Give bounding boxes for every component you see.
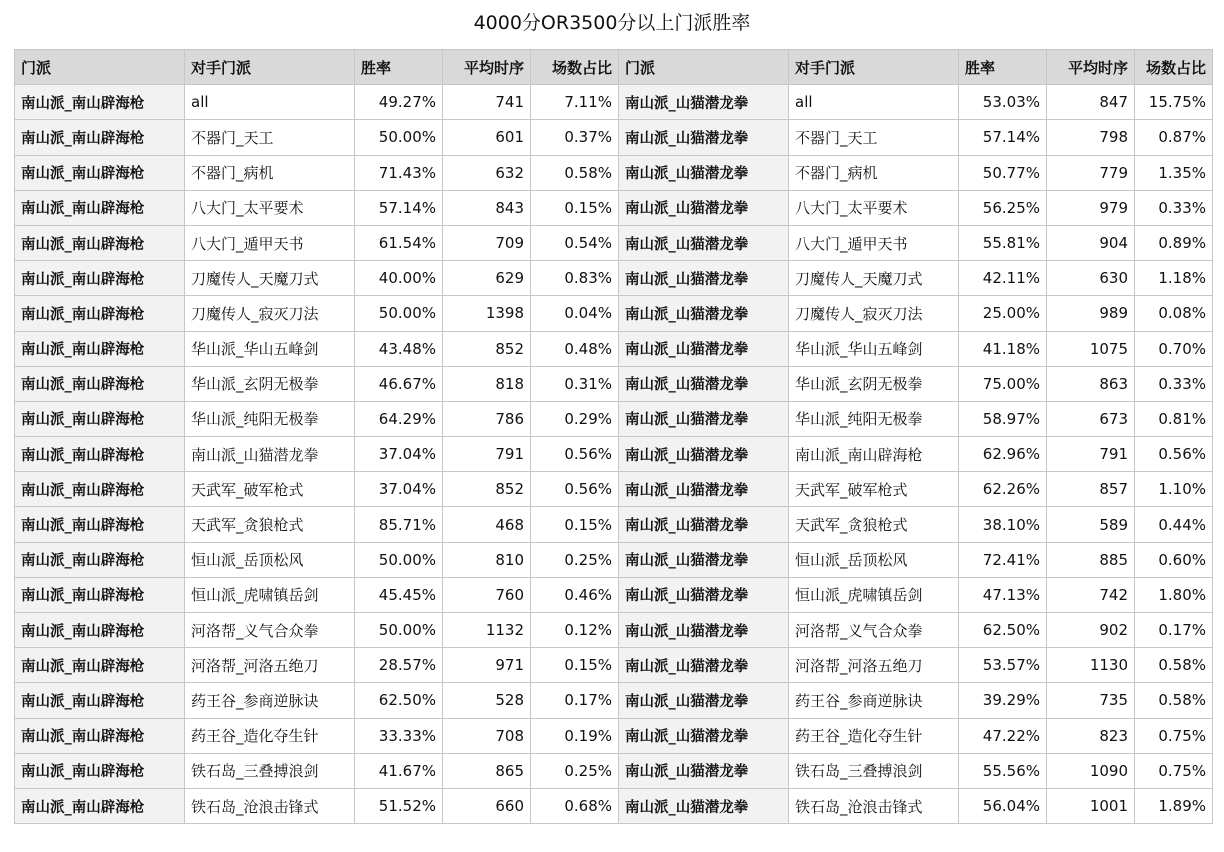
right-sect-cell: 南山派_山猫潜龙拳 xyxy=(619,788,789,823)
left-win-rate-cell: 50.00% xyxy=(355,296,443,331)
right-avg-time-cell: 1001 xyxy=(1047,788,1135,823)
table-row xyxy=(15,261,1213,296)
right-avg-time-cell: 979 xyxy=(1047,190,1135,225)
left-avg-time-cell: 708 xyxy=(443,718,531,753)
right-opponent-cell: 药王谷_造化夺生针 xyxy=(789,718,959,753)
right-share-cell: 0.89% xyxy=(1135,225,1213,260)
left-sect-cell: 南山派_南山辟海枪 xyxy=(15,507,185,542)
left-share-cell: 0.29% xyxy=(531,401,619,436)
left-share-cell: 0.25% xyxy=(531,542,619,577)
header-sect: 门派 xyxy=(619,50,789,85)
left-win-rate-cell: 37.04% xyxy=(355,437,443,472)
right-avg-time-cell: 779 xyxy=(1047,155,1135,190)
right-opponent-cell: 华山派_华山五峰剑 xyxy=(789,331,959,366)
left-avg-time-cell: 709 xyxy=(443,225,531,260)
left-avg-time-cell: 971 xyxy=(443,648,531,683)
left-opponent-cell: 八大门_遁甲天书 xyxy=(185,225,355,260)
left-win-rate-cell: 37.04% xyxy=(355,472,443,507)
left-sect-cell: 南山派_南山辟海枪 xyxy=(15,718,185,753)
right-win-rate-cell: 55.56% xyxy=(959,753,1047,788)
right-share-cell: 1.35% xyxy=(1135,155,1213,190)
left-avg-time-cell: 852 xyxy=(443,331,531,366)
right-share-cell: 0.81% xyxy=(1135,401,1213,436)
right-opponent-cell: 恒山派_虎啸镇岳剑 xyxy=(789,577,959,612)
right-avg-time-cell: 589 xyxy=(1047,507,1135,542)
table-row xyxy=(15,472,1213,507)
left-avg-time-cell: 528 xyxy=(443,683,531,718)
left-sect-cell: 南山派_南山辟海枪 xyxy=(15,472,185,507)
table-row xyxy=(15,753,1213,788)
right-share-cell: 1.18% xyxy=(1135,261,1213,296)
left-win-rate-cell: 49.27% xyxy=(355,85,443,120)
left-opponent-cell: 铁石岛_沧浪击锋式 xyxy=(185,788,355,823)
left-win-rate-cell: 50.00% xyxy=(355,542,443,577)
left-share-cell: 0.56% xyxy=(531,437,619,472)
right-win-rate-cell: 58.97% xyxy=(959,401,1047,436)
left-share-cell: 0.83% xyxy=(531,261,619,296)
right-sect-cell: 南山派_山猫潜龙拳 xyxy=(619,648,789,683)
right-share-cell: 0.44% xyxy=(1135,507,1213,542)
left-opponent-cell: 华山派_华山五峰剑 xyxy=(185,331,355,366)
left-avg-time-cell: 741 xyxy=(443,85,531,120)
right-avg-time-cell: 742 xyxy=(1047,577,1135,612)
left-share-cell: 0.15% xyxy=(531,190,619,225)
right-avg-time-cell: 902 xyxy=(1047,613,1135,648)
left-opponent-cell: 河洛帮_河洛五绝刀 xyxy=(185,648,355,683)
right-sect-cell: 南山派_山猫潜龙拳 xyxy=(619,613,789,648)
right-avg-time-cell: 1075 xyxy=(1047,331,1135,366)
left-share-cell: 0.48% xyxy=(531,331,619,366)
right-sect-cell: 南山派_山猫潜龙拳 xyxy=(619,472,789,507)
right-share-cell: 0.56% xyxy=(1135,437,1213,472)
left-share-cell: 0.12% xyxy=(531,613,619,648)
right-opponent-cell: 河洛帮_河洛五绝刀 xyxy=(789,648,959,683)
table-row xyxy=(15,331,1213,366)
right-win-rate-cell: 47.13% xyxy=(959,577,1047,612)
right-opponent-cell: 华山派_纯阳无极拳 xyxy=(789,401,959,436)
right-sect-cell: 南山派_山猫潜龙拳 xyxy=(619,261,789,296)
left-win-rate-cell: 51.52% xyxy=(355,788,443,823)
left-win-rate-cell: 85.71% xyxy=(355,507,443,542)
right-sect-cell: 南山派_山猫潜龙拳 xyxy=(619,155,789,190)
win-rate-table xyxy=(14,49,1213,824)
right-sect-cell: 南山派_山猫潜龙拳 xyxy=(619,753,789,788)
right-sect-cell: 南山派_山猫潜龙拳 xyxy=(619,718,789,753)
right-avg-time-cell: 823 xyxy=(1047,718,1135,753)
header-win-rate: 胜率 xyxy=(959,50,1047,85)
table-row xyxy=(15,225,1213,260)
right-avg-time-cell: 630 xyxy=(1047,261,1135,296)
left-opponent-cell: 河洛帮_义气合众拳 xyxy=(185,613,355,648)
left-avg-time-cell: 786 xyxy=(443,401,531,436)
table-row xyxy=(15,788,1213,823)
left-opponent-cell: 南山派_山猫潜龙拳 xyxy=(185,437,355,472)
left-win-rate-cell: 40.00% xyxy=(355,261,443,296)
left-win-rate-cell: 33.33% xyxy=(355,718,443,753)
table-row xyxy=(15,577,1213,612)
right-share-cell: 0.58% xyxy=(1135,648,1213,683)
right-share-cell: 0.75% xyxy=(1135,753,1213,788)
right-share-cell: 1.80% xyxy=(1135,577,1213,612)
left-avg-time-cell: 1398 xyxy=(443,296,531,331)
left-win-rate-cell: 45.45% xyxy=(355,577,443,612)
table-row xyxy=(15,296,1213,331)
right-sect-cell: 南山派_山猫潜龙拳 xyxy=(619,577,789,612)
right-share-cell: 0.33% xyxy=(1135,366,1213,401)
table-row xyxy=(15,542,1213,577)
left-avg-time-cell: 1132 xyxy=(443,613,531,648)
right-share-cell: 0.70% xyxy=(1135,331,1213,366)
left-opponent-cell: 天武军_破军枪式 xyxy=(185,472,355,507)
right-win-rate-cell: 57.14% xyxy=(959,120,1047,155)
left-avg-time-cell: 601 xyxy=(443,120,531,155)
right-win-rate-cell: 62.26% xyxy=(959,472,1047,507)
left-share-cell: 0.46% xyxy=(531,577,619,612)
left-share-cell: 0.54% xyxy=(531,225,619,260)
left-opponent-cell: 华山派_纯阳无极拳 xyxy=(185,401,355,436)
header-opponent: 对手门派 xyxy=(185,50,355,85)
left-sect-cell: 南山派_南山辟海枪 xyxy=(15,331,185,366)
right-opponent-cell: 不器门_天工 xyxy=(789,120,959,155)
right-share-cell: 0.33% xyxy=(1135,190,1213,225)
right-avg-time-cell: 904 xyxy=(1047,225,1135,260)
left-share-cell: 0.04% xyxy=(531,296,619,331)
right-win-rate-cell: 38.10% xyxy=(959,507,1047,542)
left-share-cell: 0.15% xyxy=(531,507,619,542)
left-avg-time-cell: 632 xyxy=(443,155,531,190)
header-avg-time: 平均时序 xyxy=(443,50,531,85)
left-avg-time-cell: 791 xyxy=(443,437,531,472)
left-opponent-cell: 华山派_玄阴无极拳 xyxy=(185,366,355,401)
right-opponent-cell: 不器门_病机 xyxy=(789,155,959,190)
right-win-rate-cell: 75.00% xyxy=(959,366,1047,401)
right-sect-cell: 南山派_山猫潜龙拳 xyxy=(619,683,789,718)
right-share-cell: 0.08% xyxy=(1135,296,1213,331)
table-row xyxy=(15,437,1213,472)
right-win-rate-cell: 53.03% xyxy=(959,85,1047,120)
right-avg-time-cell: 791 xyxy=(1047,437,1135,472)
left-sect-cell: 南山派_南山辟海枪 xyxy=(15,437,185,472)
table-row xyxy=(15,120,1213,155)
right-sect-cell: 南山派_山猫潜龙拳 xyxy=(619,296,789,331)
right-sect-cell: 南山派_山猫潜龙拳 xyxy=(619,190,789,225)
left-sect-cell: 南山派_南山辟海枪 xyxy=(15,683,185,718)
left-avg-time-cell: 760 xyxy=(443,577,531,612)
right-share-cell: 0.58% xyxy=(1135,683,1213,718)
left-opponent-cell: all xyxy=(185,85,355,120)
right-sect-cell: 南山派_山猫潜龙拳 xyxy=(619,507,789,542)
left-win-rate-cell: 64.29% xyxy=(355,401,443,436)
left-share-cell: 0.31% xyxy=(531,366,619,401)
left-share-cell: 7.11% xyxy=(531,85,619,120)
right-sect-cell: 南山派_山猫潜龙拳 xyxy=(619,225,789,260)
left-win-rate-cell: 71.43% xyxy=(355,155,443,190)
right-opponent-cell: 铁石岛_沧浪击锋式 xyxy=(789,788,959,823)
right-opponent-cell: 天武军_贪狼枪式 xyxy=(789,507,959,542)
page-title: 4000分OR3500分以上门派胜率 xyxy=(473,12,751,34)
left-win-rate-cell: 57.14% xyxy=(355,190,443,225)
right-sect-cell: 南山派_山猫潜龙拳 xyxy=(619,401,789,436)
left-win-rate-cell: 43.48% xyxy=(355,331,443,366)
left-opponent-cell: 天武军_贪狼枪式 xyxy=(185,507,355,542)
right-opponent-cell: 河洛帮_义气合众拳 xyxy=(789,613,959,648)
right-avg-time-cell: 885 xyxy=(1047,542,1135,577)
table-row xyxy=(15,648,1213,683)
right-opponent-cell: 天武军_破军枪式 xyxy=(789,472,959,507)
right-opponent-cell: 铁石岛_三叠搏浪剑 xyxy=(789,753,959,788)
right-win-rate-cell: 72.41% xyxy=(959,542,1047,577)
right-opponent-cell: 药王谷_参商逆脉诀 xyxy=(789,683,959,718)
right-share-cell: 0.17% xyxy=(1135,613,1213,648)
left-sect-cell: 南山派_南山辟海枪 xyxy=(15,753,185,788)
header-opponent: 对手门派 xyxy=(789,50,959,85)
table-row xyxy=(15,683,1213,718)
right-avg-time-cell: 673 xyxy=(1047,401,1135,436)
left-share-cell: 0.17% xyxy=(531,683,619,718)
right-opponent-cell: all xyxy=(789,85,959,120)
left-avg-time-cell: 852 xyxy=(443,472,531,507)
left-share-cell: 0.56% xyxy=(531,472,619,507)
left-sect-cell: 南山派_南山辟海枪 xyxy=(15,788,185,823)
table-row xyxy=(15,155,1213,190)
right-share-cell: 1.10% xyxy=(1135,472,1213,507)
left-win-rate-cell: 50.00% xyxy=(355,120,443,155)
header-row xyxy=(15,50,1213,85)
right-win-rate-cell: 62.96% xyxy=(959,437,1047,472)
right-avg-time-cell: 798 xyxy=(1047,120,1135,155)
right-avg-time-cell: 863 xyxy=(1047,366,1135,401)
left-avg-time-cell: 810 xyxy=(443,542,531,577)
left-avg-time-cell: 843 xyxy=(443,190,531,225)
right-avg-time-cell: 1130 xyxy=(1047,648,1135,683)
table-row xyxy=(15,507,1213,542)
left-sect-cell: 南山派_南山辟海枪 xyxy=(15,225,185,260)
left-sect-cell: 南山派_南山辟海枪 xyxy=(15,542,185,577)
right-win-rate-cell: 53.57% xyxy=(959,648,1047,683)
right-sect-cell: 南山派_山猫潜龙拳 xyxy=(619,437,789,472)
header-sect: 门派 xyxy=(15,50,185,85)
right-win-rate-cell: 39.29% xyxy=(959,683,1047,718)
right-win-rate-cell: 62.50% xyxy=(959,613,1047,648)
right-win-rate-cell: 25.00% xyxy=(959,296,1047,331)
table-row xyxy=(15,366,1213,401)
right-avg-time-cell: 1090 xyxy=(1047,753,1135,788)
right-opponent-cell: 南山派_南山辟海枪 xyxy=(789,437,959,472)
right-win-rate-cell: 47.22% xyxy=(959,718,1047,753)
left-opponent-cell: 药王谷_造化夺生针 xyxy=(185,718,355,753)
right-sect-cell: 南山派_山猫潜龙拳 xyxy=(619,331,789,366)
left-sect-cell: 南山派_南山辟海枪 xyxy=(15,190,185,225)
right-share-cell: 0.87% xyxy=(1135,120,1213,155)
right-opponent-cell: 八大门_太平要术 xyxy=(789,190,959,225)
left-avg-time-cell: 818 xyxy=(443,366,531,401)
header-avg-time: 平均时序 xyxy=(1047,50,1135,85)
left-opponent-cell: 八大门_太平要术 xyxy=(185,190,355,225)
left-opponent-cell: 不器门_病机 xyxy=(185,155,355,190)
right-win-rate-cell: 50.77% xyxy=(959,155,1047,190)
left-win-rate-cell: 62.50% xyxy=(355,683,443,718)
table-row xyxy=(15,613,1213,648)
right-win-rate-cell: 42.11% xyxy=(959,261,1047,296)
table-row xyxy=(15,85,1213,120)
right-win-rate-cell: 55.81% xyxy=(959,225,1047,260)
right-avg-time-cell: 735 xyxy=(1047,683,1135,718)
table-row xyxy=(15,190,1213,225)
right-opponent-cell: 华山派_玄阴无极拳 xyxy=(789,366,959,401)
left-sect-cell: 南山派_南山辟海枪 xyxy=(15,85,185,120)
right-sect-cell: 南山派_山猫潜龙拳 xyxy=(619,85,789,120)
left-sect-cell: 南山派_南山辟海枪 xyxy=(15,613,185,648)
right-avg-time-cell: 847 xyxy=(1047,85,1135,120)
right-opponent-cell: 刀魔传人_寂灭刀法 xyxy=(789,296,959,331)
left-win-rate-cell: 50.00% xyxy=(355,613,443,648)
table-row xyxy=(15,718,1213,753)
left-opponent-cell: 铁石岛_三叠搏浪剑 xyxy=(185,753,355,788)
left-win-rate-cell: 41.67% xyxy=(355,753,443,788)
left-sect-cell: 南山派_南山辟海枪 xyxy=(15,401,185,436)
right-share-cell: 0.60% xyxy=(1135,542,1213,577)
right-win-rate-cell: 56.25% xyxy=(959,190,1047,225)
right-share-cell: 1.89% xyxy=(1135,788,1213,823)
left-sect-cell: 南山派_南山辟海枪 xyxy=(15,120,185,155)
left-sect-cell: 南山派_南山辟海枪 xyxy=(15,366,185,401)
left-opponent-cell: 恒山派_岳顶松风 xyxy=(185,542,355,577)
right-sect-cell: 南山派_山猫潜龙拳 xyxy=(619,366,789,401)
left-share-cell: 0.37% xyxy=(531,120,619,155)
left-avg-time-cell: 629 xyxy=(443,261,531,296)
left-sect-cell: 南山派_南山辟海枪 xyxy=(15,648,185,683)
right-opponent-cell: 八大门_遁甲天书 xyxy=(789,225,959,260)
right-sect-cell: 南山派_山猫潜龙拳 xyxy=(619,542,789,577)
left-avg-time-cell: 660 xyxy=(443,788,531,823)
left-win-rate-cell: 46.67% xyxy=(355,366,443,401)
left-sect-cell: 南山派_南山辟海枪 xyxy=(15,261,185,296)
left-share-cell: 0.68% xyxy=(531,788,619,823)
right-share-cell: 0.75% xyxy=(1135,718,1213,753)
left-opponent-cell: 药王谷_参商逆脉诀 xyxy=(185,683,355,718)
table-row xyxy=(15,401,1213,436)
left-opponent-cell: 恒山派_虎啸镇岳剑 xyxy=(185,577,355,612)
left-share-cell: 0.19% xyxy=(531,718,619,753)
left-avg-time-cell: 468 xyxy=(443,507,531,542)
left-win-rate-cell: 28.57% xyxy=(355,648,443,683)
right-win-rate-cell: 41.18% xyxy=(959,331,1047,366)
right-share-cell: 15.75% xyxy=(1135,85,1213,120)
left-opponent-cell: 刀魔传人_天魔刀式 xyxy=(185,261,355,296)
header-share: 场数占比 xyxy=(1135,50,1213,85)
left-sect-cell: 南山派_南山辟海枪 xyxy=(15,155,185,190)
right-avg-time-cell: 857 xyxy=(1047,472,1135,507)
left-share-cell: 0.58% xyxy=(531,155,619,190)
left-share-cell: 0.15% xyxy=(531,648,619,683)
right-sect-cell: 南山派_山猫潜龙拳 xyxy=(619,120,789,155)
right-opponent-cell: 恒山派_岳顶松风 xyxy=(789,542,959,577)
right-win-rate-cell: 56.04% xyxy=(959,788,1047,823)
left-opponent-cell: 刀魔传人_寂灭刀法 xyxy=(185,296,355,331)
header-share: 场数占比 xyxy=(531,50,619,85)
right-opponent-cell: 刀魔传人_天魔刀式 xyxy=(789,261,959,296)
left-win-rate-cell: 61.54% xyxy=(355,225,443,260)
header-win-rate: 胜率 xyxy=(355,50,443,85)
left-avg-time-cell: 865 xyxy=(443,753,531,788)
left-sect-cell: 南山派_南山辟海枪 xyxy=(15,296,185,331)
left-opponent-cell: 不器门_天工 xyxy=(185,120,355,155)
left-share-cell: 0.25% xyxy=(531,753,619,788)
left-sect-cell: 南山派_南山辟海枪 xyxy=(15,577,185,612)
right-avg-time-cell: 989 xyxy=(1047,296,1135,331)
